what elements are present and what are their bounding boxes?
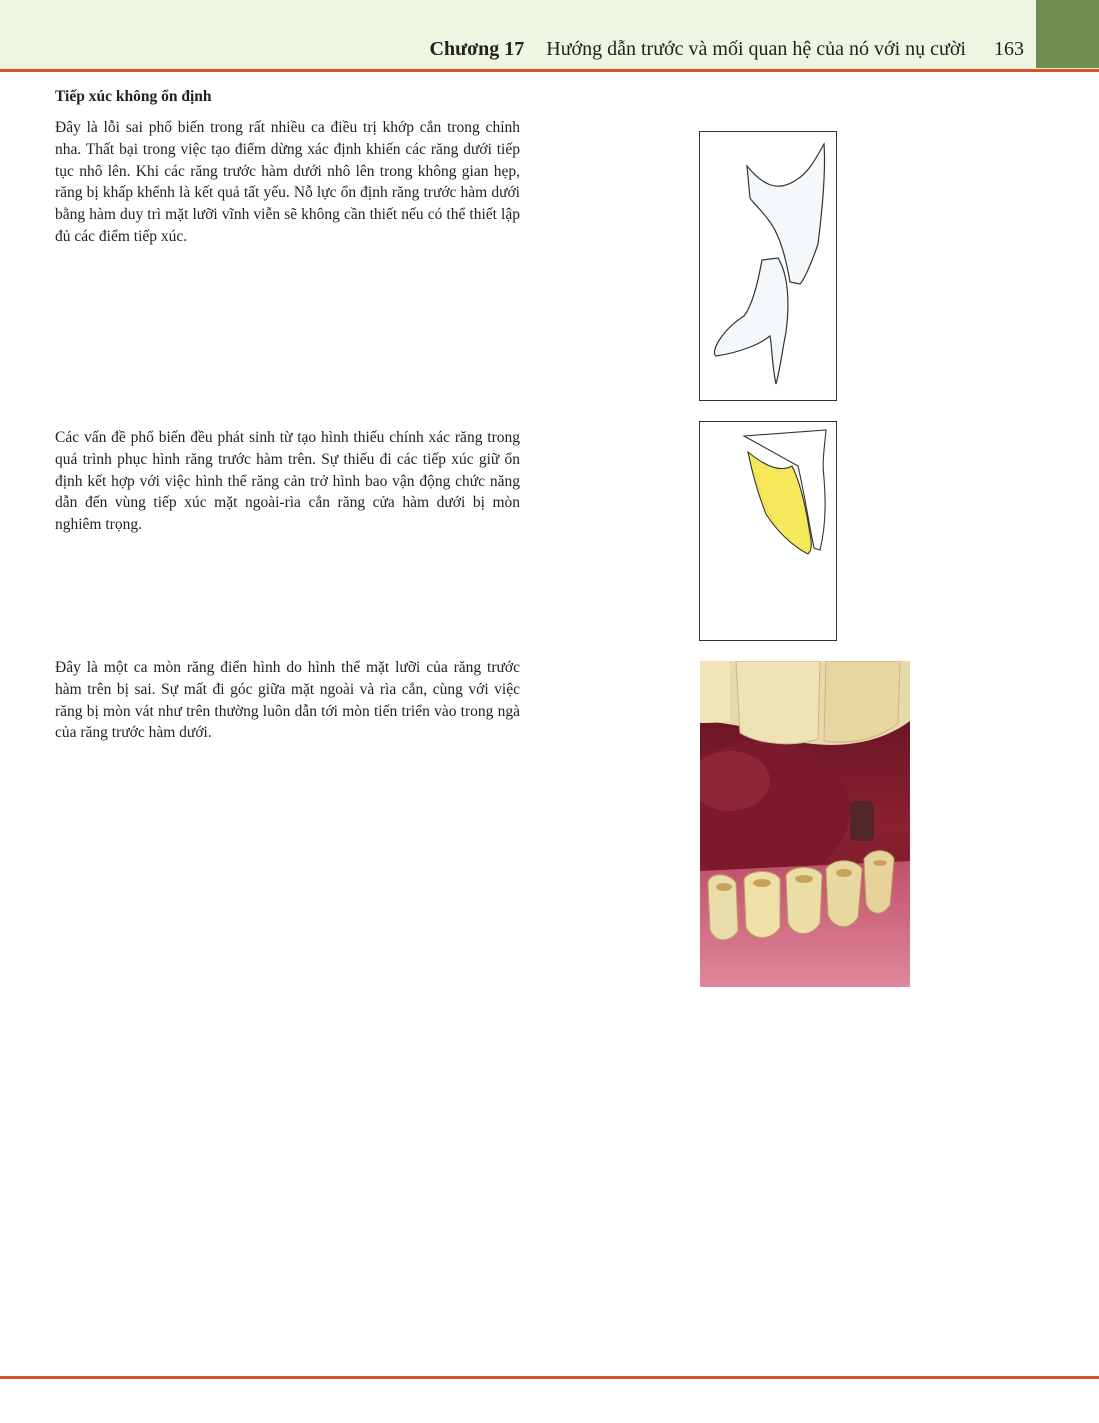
clinical-tooth-wear-photo — [700, 661, 910, 987]
header-rule — [0, 69, 1099, 72]
chapter-title: Hướng dẫn trước và mối quan hệ của nó với nụ cười — [546, 38, 966, 60]
paragraph-1: Đây là lỗi sai phổ biến trong rất nhiều ca điều trị khớp cắn trong chỉnh nha. Thất bại trong việc tạo điểm dừng xác định khiến các răng dưới tiếp tục nhô lên. Khi các răng trước hàm dưới nhô lên trong không gian hẹp, răng bị khấp khểnh là kết quả tất yếu. Nỗ lực ổn định răng trước hàm dưới bằng hàm duy trì mặt lưỡi vĩnh viễn sẽ không cần thiết nếu có thể thiết lập đủ các điểm tiếp xúc. — [55, 119, 520, 245]
wear-facet-diagram — [699, 421, 837, 641]
chapter-color-tab — [1036, 0, 1099, 68]
tooth-contact-diagram — [699, 131, 837, 401]
lower-incisor-outline — [714, 258, 787, 384]
running-head — [430, 37, 1025, 61]
chapter-label: Chương 17 — [429, 38, 525, 60]
paragraph-2: Các vấn đề phổ biến đều phát sinh từ tạo hình thiếu chính xác răng trong quá trình phục hình răng trước hàm trên. Sự thiếu đi các tiếp xúc giữ ổn định kết hợp với việc hình thể răng cản trở hình bao vận động chức năng dẫn đến vùng tiếp xúc mặt ngoài-rìa cắn răng cửa hàm dưới bị mòn nghiêm trọng. — [55, 429, 520, 534]
paragraph-3: Đây là một ca mòn răng điển hình do hình thể mặt lưỡi của răng trước hàm trên bị sai. Sự mất đi góc giữa mặt ngoài và rìa cắn, cùng với việc răng bị mòn vát như trên thường luôn dẫn tới mòn tiến triển vào trong ngà của răng trước hàm dưới. — [55, 659, 520, 742]
upper-incisor-outline — [747, 144, 825, 284]
footer-rule — [0, 1376, 1099, 1379]
page-number: 163 — [994, 38, 1024, 60]
section-heading: Tiếp xúc không ổn định — [55, 88, 212, 105]
